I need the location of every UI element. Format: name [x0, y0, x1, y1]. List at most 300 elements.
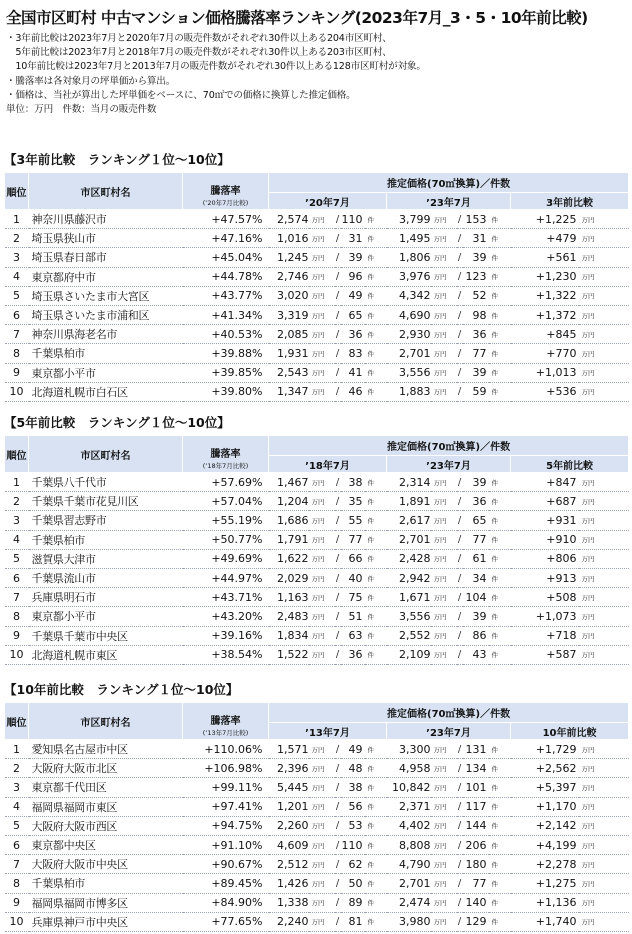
column-header-rate — [183, 703, 269, 740]
old-count-cell: 81 — [341, 912, 365, 931]
slash-divider: / — [457, 363, 463, 382]
man-yen-unit: 万円 — [579, 797, 629, 816]
slash-divider: / — [457, 549, 463, 568]
old-price-cell: 2,512 — [269, 855, 309, 874]
slash-divider: / — [335, 588, 341, 607]
old-count-cell: 66 — [341, 549, 365, 568]
new-count-cell: 61 — [463, 549, 489, 568]
old-price-cell: 1,522 — [269, 645, 309, 664]
rate-cell: +44.97% — [183, 568, 269, 587]
man-yen-unit: 万円 — [431, 530, 457, 549]
man-yen-unit: 万円 — [579, 835, 629, 854]
new-count-cell: 206 — [463, 835, 489, 854]
new-price-cell: 4,402 — [387, 816, 431, 835]
rank-cell: 6 — [5, 568, 29, 587]
new-count-cell: 77 — [463, 530, 489, 549]
column-header-city: 市区町村名 — [29, 173, 183, 210]
column-header-rank: 順位 — [5, 173, 29, 210]
table-row — [5, 382, 629, 401]
slash-divider: / — [457, 607, 463, 626]
rank-cell: 3 — [5, 511, 29, 530]
man-yen-unit: 万円 — [431, 759, 457, 778]
rate-subtitle: (’18年7月比較) — [202, 462, 249, 470]
ken-unit: 件 — [489, 645, 511, 664]
slash-divider: / — [335, 344, 341, 363]
column-header-old: ’18年7月 — [269, 456, 387, 473]
diff-cell: +687 — [511, 492, 579, 511]
new-price-cell: 1,883 — [387, 382, 431, 401]
new-price-cell: 3,976 — [387, 267, 431, 286]
man-yen-unit: 万円 — [431, 607, 457, 626]
old-price-cell: 1,571 — [269, 740, 309, 759]
slash-divider: / — [335, 797, 341, 816]
rank-cell: 2 — [5, 492, 29, 511]
new-count-cell: 123 — [463, 267, 489, 286]
slash-divider: / — [457, 835, 463, 854]
ken-unit: 件 — [365, 588, 387, 607]
table-row — [5, 607, 629, 626]
table-row — [5, 645, 629, 664]
rate-cell: +47.16% — [183, 229, 269, 248]
ken-unit: 件 — [365, 568, 387, 587]
ken-unit: 件 — [365, 305, 387, 324]
old-count-cell: 65 — [341, 305, 365, 324]
column-header-diff: 5年前比較 — [511, 456, 629, 473]
old-count-cell: 62 — [341, 855, 365, 874]
city-cell: 千葉県千葉市中央区 — [29, 626, 183, 645]
rank-cell: 5 — [5, 286, 29, 305]
city-cell: 千葉県柏市 — [29, 530, 183, 549]
old-count-cell: 35 — [341, 492, 365, 511]
slash-divider: / — [457, 229, 463, 248]
old-price-cell: 2,483 — [269, 607, 309, 626]
rank-cell: 8 — [5, 607, 29, 626]
rate-cell: +40.53% — [183, 325, 269, 344]
slash-divider: / — [457, 797, 463, 816]
ken-unit: 件 — [489, 363, 511, 382]
man-yen-unit: 万円 — [579, 248, 629, 267]
man-yen-unit: 万円 — [309, 759, 335, 778]
note-line: ・騰落率は各対象月の坪単価から算出。 — [6, 75, 176, 87]
man-yen-unit: 万円 — [309, 511, 335, 530]
man-yen-unit: 万円 — [431, 305, 457, 324]
ken-unit: 件 — [365, 344, 387, 363]
new-count-cell: 98 — [463, 305, 489, 324]
new-price-cell: 10,842 — [387, 778, 431, 797]
note-line: 単位：万円 件数：当月の販売件数 — [6, 104, 157, 116]
city-cell: 東京都小平市 — [29, 607, 183, 626]
old-price-cell: 2,543 — [269, 363, 309, 382]
diff-cell: +1,230 — [511, 267, 579, 286]
slash-divider: / — [335, 492, 341, 511]
rate-cell: +44.78% — [183, 267, 269, 286]
ken-unit: 件 — [489, 248, 511, 267]
table-row — [5, 835, 629, 854]
old-count-cell: 83 — [341, 344, 365, 363]
man-yen-unit: 万円 — [431, 492, 457, 511]
rate-subtitle: (’13年7月比較) — [202, 729, 249, 737]
slash-divider: / — [335, 305, 341, 324]
rank-cell: 4 — [5, 267, 29, 286]
rate-cell: +110.06% — [183, 740, 269, 759]
man-yen-unit: 万円 — [579, 229, 629, 248]
city-cell: 兵庫県神戸市中央区 — [29, 912, 183, 931]
man-yen-unit: 万円 — [309, 893, 335, 912]
column-header-price: 推定価格(70㎡換算)／件数 — [269, 173, 629, 193]
ranking-section-3yr — [4, 150, 628, 402]
slash-divider: / — [335, 530, 341, 549]
rank-cell: 5 — [5, 549, 29, 568]
slash-divider: / — [457, 248, 463, 267]
old-price-cell: 1,467 — [269, 473, 309, 492]
old-count-cell: 40 — [341, 568, 365, 587]
notes — [6, 32, 426, 117]
man-yen-unit: 万円 — [309, 286, 335, 305]
diff-cell: +479 — [511, 229, 579, 248]
new-count-cell: 52 — [463, 286, 489, 305]
man-yen-unit: 万円 — [431, 473, 457, 492]
man-yen-unit: 万円 — [579, 492, 629, 511]
new-count-cell: 39 — [463, 248, 489, 267]
slash-divider: / — [457, 267, 463, 286]
diff-cell: +508 — [511, 588, 579, 607]
ken-unit: 件 — [489, 874, 511, 893]
old-count-cell: 31 — [341, 229, 365, 248]
slash-divider: / — [335, 248, 341, 267]
rate-cell: +41.34% — [183, 305, 269, 324]
old-price-cell: 1,204 — [269, 492, 309, 511]
old-price-cell: 2,029 — [269, 568, 309, 587]
column-header-rate — [183, 173, 269, 210]
new-price-cell: 8,808 — [387, 835, 431, 854]
new-price-cell: 2,314 — [387, 473, 431, 492]
man-yen-unit: 万円 — [579, 363, 629, 382]
diff-cell: +1,275 — [511, 874, 579, 893]
table-row — [5, 626, 629, 645]
man-yen-unit: 万円 — [309, 473, 335, 492]
ken-unit: 件 — [365, 267, 387, 286]
rank-cell: 9 — [5, 893, 29, 912]
table-row — [5, 912, 629, 931]
man-yen-unit: 万円 — [431, 645, 457, 664]
new-count-cell: 59 — [463, 382, 489, 401]
man-yen-unit: 万円 — [431, 248, 457, 267]
city-cell: 東京都小平市 — [29, 363, 183, 382]
man-yen-unit: 万円 — [309, 305, 335, 324]
man-yen-unit: 万円 — [579, 382, 629, 401]
column-header-diff: 10年前比較 — [511, 723, 629, 740]
diff-cell: +1,225 — [511, 210, 579, 229]
ken-unit: 件 — [365, 893, 387, 912]
rank-cell: 1 — [5, 473, 29, 492]
old-count-cell: 39 — [341, 248, 365, 267]
man-yen-unit: 万円 — [309, 248, 335, 267]
rank-cell: 4 — [5, 530, 29, 549]
man-yen-unit: 万円 — [309, 778, 335, 797]
new-price-cell: 4,790 — [387, 855, 431, 874]
table-row — [5, 816, 629, 835]
new-count-cell: 86 — [463, 626, 489, 645]
table-row — [5, 363, 629, 382]
man-yen-unit: 万円 — [579, 305, 629, 324]
old-count-cell: 36 — [341, 325, 365, 344]
diff-cell: +587 — [511, 645, 579, 664]
ken-unit: 件 — [489, 344, 511, 363]
column-header-price: 推定価格(70㎡換算)／件数 — [269, 436, 629, 456]
ken-unit: 件 — [365, 797, 387, 816]
man-yen-unit: 万円 — [309, 797, 335, 816]
ken-unit: 件 — [365, 740, 387, 759]
man-yen-unit: 万円 — [431, 344, 457, 363]
man-yen-unit: 万円 — [309, 874, 335, 893]
table-row — [5, 210, 629, 229]
man-yen-unit: 万円 — [579, 778, 629, 797]
ken-unit: 件 — [365, 645, 387, 664]
rank-cell: 1 — [5, 210, 29, 229]
table-row — [5, 740, 629, 759]
city-cell: 千葉県柏市 — [29, 344, 183, 363]
city-cell: 福岡県福岡市東区 — [29, 797, 183, 816]
diff-cell: +847 — [511, 473, 579, 492]
slash-divider: / — [457, 382, 463, 401]
new-count-cell: 134 — [463, 759, 489, 778]
man-yen-unit: 万円 — [309, 912, 335, 931]
ken-unit: 件 — [489, 759, 511, 778]
man-yen-unit: 万円 — [431, 740, 457, 759]
rate-cell: +106.98% — [183, 759, 269, 778]
slash-divider: / — [457, 344, 463, 363]
table-row — [5, 778, 629, 797]
old-price-cell: 1,426 — [269, 874, 309, 893]
man-yen-unit: 万円 — [579, 530, 629, 549]
diff-cell: +2,142 — [511, 816, 579, 835]
diff-cell: +5,397 — [511, 778, 579, 797]
new-count-cell: 36 — [463, 325, 489, 344]
man-yen-unit: 万円 — [309, 607, 335, 626]
rank-cell: 7 — [5, 588, 29, 607]
man-yen-unit: 万円 — [431, 626, 457, 645]
table-row — [5, 229, 629, 248]
old-price-cell: 1,016 — [269, 229, 309, 248]
old-count-cell: 51 — [341, 607, 365, 626]
city-cell: 大阪府大阪市中央区 — [29, 855, 183, 874]
city-cell: 大阪府大阪市西区 — [29, 816, 183, 835]
slash-divider: / — [335, 759, 341, 778]
table-row — [5, 344, 629, 363]
ken-unit: 件 — [489, 382, 511, 401]
rank-cell: 3 — [5, 248, 29, 267]
slash-divider: / — [457, 568, 463, 587]
city-cell: 兵庫県明石市 — [29, 588, 183, 607]
table-row — [5, 267, 629, 286]
city-cell: 埼玉県さいたま市大宮区 — [29, 286, 183, 305]
old-price-cell: 3,319 — [269, 305, 309, 324]
column-header-rank: 順位 — [5, 436, 29, 473]
man-yen-unit: 万円 — [431, 210, 457, 229]
note-line: 5年前比較は2023年7月と2018年7月の販売件数がそれぞれ30件以上ある203市区町村、 — [6, 47, 392, 59]
ranking-table — [4, 702, 629, 932]
slash-divider: / — [335, 473, 341, 492]
man-yen-unit: 万円 — [431, 588, 457, 607]
old-price-cell: 1,686 — [269, 511, 309, 530]
old-count-cell: 110 — [341, 210, 365, 229]
new-price-cell: 3,980 — [387, 912, 431, 931]
city-cell: 北海道札幌市白石区 — [29, 382, 183, 401]
section-title: 【10年前比較 ランキング１位～10位】 — [4, 682, 239, 697]
old-price-cell: 1,338 — [269, 893, 309, 912]
new-price-cell: 1,671 — [387, 588, 431, 607]
old-price-cell: 3,020 — [269, 286, 309, 305]
diff-cell: +806 — [511, 549, 579, 568]
diff-cell: +845 — [511, 325, 579, 344]
new-price-cell: 3,300 — [387, 740, 431, 759]
column-header-new: ’23年7月 — [387, 193, 511, 210]
man-yen-unit: 万円 — [309, 835, 335, 854]
column-header-old: ’20年7月 — [269, 193, 387, 210]
city-cell: 福岡県福岡市博多区 — [29, 893, 183, 912]
slash-divider: / — [457, 893, 463, 912]
new-count-cell: 153 — [463, 210, 489, 229]
ken-unit: 件 — [489, 492, 511, 511]
new-price-cell: 2,474 — [387, 893, 431, 912]
slash-divider: / — [335, 645, 341, 664]
new-price-cell: 2,701 — [387, 344, 431, 363]
slash-divider: / — [457, 492, 463, 511]
man-yen-unit: 万円 — [579, 645, 629, 664]
ken-unit: 件 — [365, 607, 387, 626]
old-count-cell: 110 — [341, 835, 365, 854]
city-cell: 神奈川県藤沢市 — [29, 210, 183, 229]
rank-cell: 4 — [5, 797, 29, 816]
rate-cell: +39.88% — [183, 344, 269, 363]
table-row — [5, 893, 629, 912]
new-price-cell: 3,556 — [387, 607, 431, 626]
old-price-cell: 1,834 — [269, 626, 309, 645]
slash-divider: / — [335, 855, 341, 874]
old-price-cell: 1,163 — [269, 588, 309, 607]
new-count-cell: 36 — [463, 492, 489, 511]
diff-cell: +4,199 — [511, 835, 579, 854]
man-yen-unit: 万円 — [579, 740, 629, 759]
man-yen-unit: 万円 — [309, 588, 335, 607]
old-count-cell: 48 — [341, 759, 365, 778]
rate-cell: +38.54% — [183, 645, 269, 664]
ken-unit: 件 — [365, 816, 387, 835]
old-count-cell: 53 — [341, 816, 365, 835]
ken-unit: 件 — [489, 607, 511, 626]
ken-unit: 件 — [365, 511, 387, 530]
old-price-cell: 2,574 — [269, 210, 309, 229]
page-title: 全国市区町村 中古マンション価格騰落率ランキング(2023年7月_3・5・10年前比較) — [6, 9, 588, 27]
man-yen-unit: 万円 — [309, 382, 335, 401]
city-cell: 北海道札幌市東区 — [29, 645, 183, 664]
man-yen-unit: 万円 — [431, 549, 457, 568]
rank-cell: 6 — [5, 835, 29, 854]
rank-cell: 10 — [5, 645, 29, 664]
ken-unit: 件 — [489, 549, 511, 568]
diff-cell: +910 — [511, 530, 579, 549]
man-yen-unit: 万円 — [579, 912, 629, 931]
ken-unit: 件 — [365, 382, 387, 401]
table-row — [5, 305, 629, 324]
slash-divider: / — [457, 511, 463, 530]
city-cell: 千葉県流山市 — [29, 568, 183, 587]
slash-divider: / — [335, 912, 341, 931]
diff-cell: +1,136 — [511, 893, 579, 912]
man-yen-unit: 万円 — [431, 568, 457, 587]
man-yen-unit: 万円 — [579, 874, 629, 893]
rate-cell: +97.41% — [183, 797, 269, 816]
new-count-cell: 144 — [463, 816, 489, 835]
new-count-cell: 131 — [463, 740, 489, 759]
rate-cell: +39.85% — [183, 363, 269, 382]
table-row — [5, 588, 629, 607]
rate-cell: +94.75% — [183, 816, 269, 835]
ken-unit: 件 — [365, 492, 387, 511]
man-yen-unit: 万円 — [431, 912, 457, 931]
old-price-cell: 1,791 — [269, 530, 309, 549]
man-yen-unit: 万円 — [309, 530, 335, 549]
old-count-cell: 49 — [341, 740, 365, 759]
new-price-cell: 2,942 — [387, 568, 431, 587]
man-yen-unit: 万円 — [431, 874, 457, 893]
man-yen-unit: 万円 — [431, 229, 457, 248]
new-count-cell: 129 — [463, 912, 489, 931]
slash-divider: / — [457, 473, 463, 492]
ken-unit: 件 — [365, 530, 387, 549]
old-count-cell: 46 — [341, 382, 365, 401]
old-price-cell: 4,609 — [269, 835, 309, 854]
diff-cell: +931 — [511, 511, 579, 530]
rank-cell: 7 — [5, 855, 29, 874]
slash-divider: / — [457, 210, 463, 229]
old-price-cell: 2,396 — [269, 759, 309, 778]
city-cell: 埼玉県狭山市 — [29, 229, 183, 248]
man-yen-unit: 万円 — [431, 363, 457, 382]
ken-unit: 件 — [489, 855, 511, 874]
table-row — [5, 530, 629, 549]
ken-unit: 件 — [365, 759, 387, 778]
slash-divider: / — [335, 740, 341, 759]
new-count-cell: 34 — [463, 568, 489, 587]
slash-divider: / — [457, 759, 463, 778]
note-line: ・価格は、当社が算出した坪単価をベースに、70㎡での価格に換算した推定価格。 — [6, 89, 356, 101]
rank-cell: 8 — [5, 344, 29, 363]
new-count-cell: 140 — [463, 893, 489, 912]
new-count-cell: 39 — [463, 607, 489, 626]
rank-cell: 7 — [5, 325, 29, 344]
slash-divider: / — [335, 325, 341, 344]
slash-divider: / — [335, 778, 341, 797]
old-count-cell: 41 — [341, 363, 365, 382]
rate-cell: +47.57% — [183, 210, 269, 229]
man-yen-unit: 万円 — [309, 363, 335, 382]
slash-divider: / — [335, 607, 341, 626]
city-cell: 東京都千代田区 — [29, 778, 183, 797]
rate-cell: +43.20% — [183, 607, 269, 626]
new-price-cell: 2,617 — [387, 511, 431, 530]
diff-cell: +1,372 — [511, 305, 579, 324]
table-row — [5, 568, 629, 587]
rank-cell: 8 — [5, 874, 29, 893]
ken-unit: 件 — [365, 363, 387, 382]
rate-cell: +55.19% — [183, 511, 269, 530]
new-price-cell: 2,701 — [387, 530, 431, 549]
rank-cell: 2 — [5, 229, 29, 248]
rate-cell: +77.65% — [183, 912, 269, 931]
new-price-cell: 3,799 — [387, 210, 431, 229]
rank-cell: 5 — [5, 816, 29, 835]
